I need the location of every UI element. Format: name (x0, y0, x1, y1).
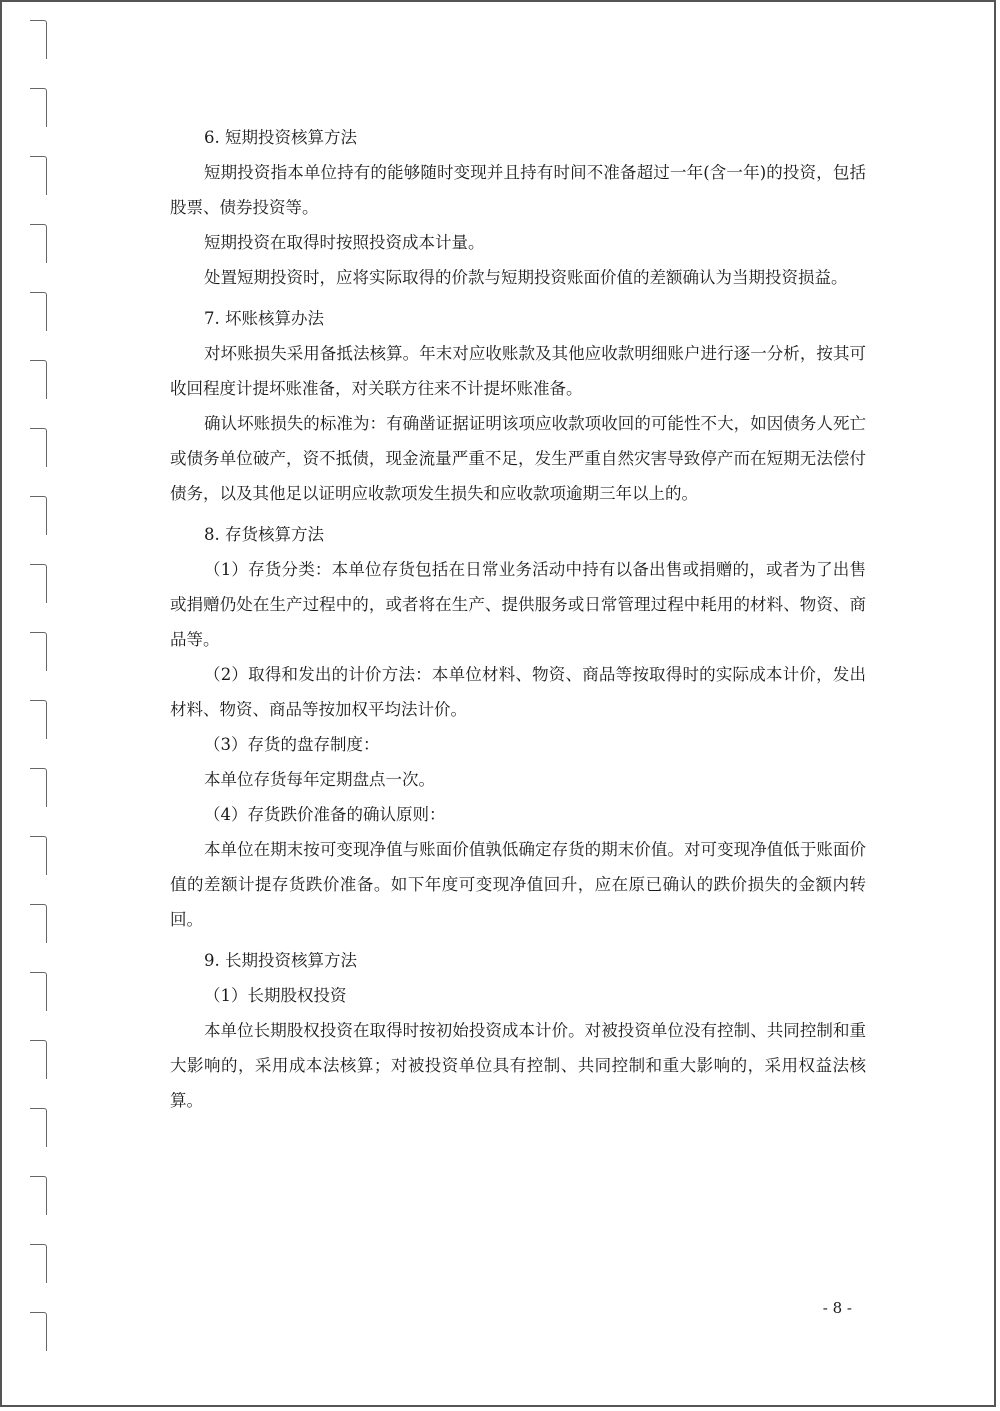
section-heading: 7. 坏账核算办法 (204, 309, 324, 328)
binding-hole-mark (30, 1312, 47, 1351)
binding-hole-mark (30, 768, 47, 807)
binding-hole-mark (30, 700, 47, 739)
binding-hole-mark (30, 972, 47, 1011)
paragraph: （1）长期股权投资 (204, 986, 347, 1005)
binding-hole-mark (30, 156, 47, 195)
paragraph: 处置短期投资时，应将实际取得的价款与短期投资账面价值的差额确认为当期投资损益。 (204, 268, 848, 287)
binding-hole-mark (30, 360, 47, 399)
paragraph: （4）存货跌价准备的确认原则： (204, 805, 446, 824)
binding-hole-mark (30, 904, 47, 943)
binding-margin (30, 2, 54, 1409)
section-heading: 9. 长期投资核算方法 (204, 951, 357, 970)
paragraph: 短期投资在取得时按照投资成本计量。 (204, 233, 485, 252)
document-body (170, 120, 866, 1118)
binding-hole-mark (30, 88, 47, 127)
paragraph: 对坏账损失采用备抵法核算。年末对应收账款及其他应收款明细账户进行逐一分析，按其可收回程度计提坏账准备，对关联方往来不计提坏账准备。 (170, 344, 866, 398)
binding-hole-mark (30, 496, 47, 535)
binding-hole-mark (30, 1108, 47, 1147)
page-number: - 8 - (822, 1299, 852, 1317)
binding-hole-mark (30, 1244, 47, 1283)
paragraph: （2）取得和发出的计价方法：本单位材料、物资、商品等按取得时的实际成本计价，发出材料、物资、商品等按加权平均法计价。 (170, 665, 866, 719)
section-heading: 6. 短期投资核算方法 (204, 128, 357, 147)
binding-hole-mark (30, 1176, 47, 1215)
binding-hole-mark (30, 1040, 47, 1079)
binding-hole-mark (30, 836, 47, 875)
binding-hole-mark (30, 564, 47, 603)
binding-hole-mark (30, 224, 47, 263)
paragraph: 本单位在期末按可变现净值与账面价值孰低确定存货的期末价值。对可变现净值低于账面价值的差额计提存货跌价准备。如下年度可变现净值回升，应在原已确认的跌价损失的金额内转回。 (170, 840, 866, 929)
binding-hole-mark (30, 292, 47, 331)
paragraph: （1）存货分类：本单位存货包括在日常业务活动中持有以备出售或捐赠的，或者为了出售或捐赠仍处在生产过程中的，或者将在生产、提供服务或日常管理过程中耗用的材料、物资、商品等。 (170, 560, 866, 649)
section-heading: 8. 存货核算方法 (204, 525, 324, 544)
paragraph: （3）存货的盘存制度： (204, 735, 380, 754)
binding-hole-mark (30, 20, 47, 59)
paragraph: 短期投资指本单位持有的能够随时变现并且持有时间不准备超过一年(含一年)的投资，包括股票、债券投资等。 (170, 163, 866, 217)
paragraph: 确认坏账损失的标准为：有确凿证据证明该项应收款项收回的可能性不大，如因债务人死亡或债务单位破产，资不抵债，现金流量严重不足，发生严重自然灾害导致停产而在短期无法偿付债务，以及其他足以证明应收款项发生损失和应收款项逾期三年以上的。 (170, 414, 866, 503)
paragraph: 本单位长期股权投资在取得时按初始投资成本计价。对被投资单位没有控制、共同控制和重大影响的，采用成本法核算；对被投资单位具有控制、共同控制和重大影响的，采用权益法核算。 (170, 1021, 866, 1110)
binding-hole-mark (30, 428, 47, 467)
binding-hole-mark (30, 632, 47, 671)
paragraph: 本单位存货每年定期盘点一次。 (204, 770, 435, 789)
